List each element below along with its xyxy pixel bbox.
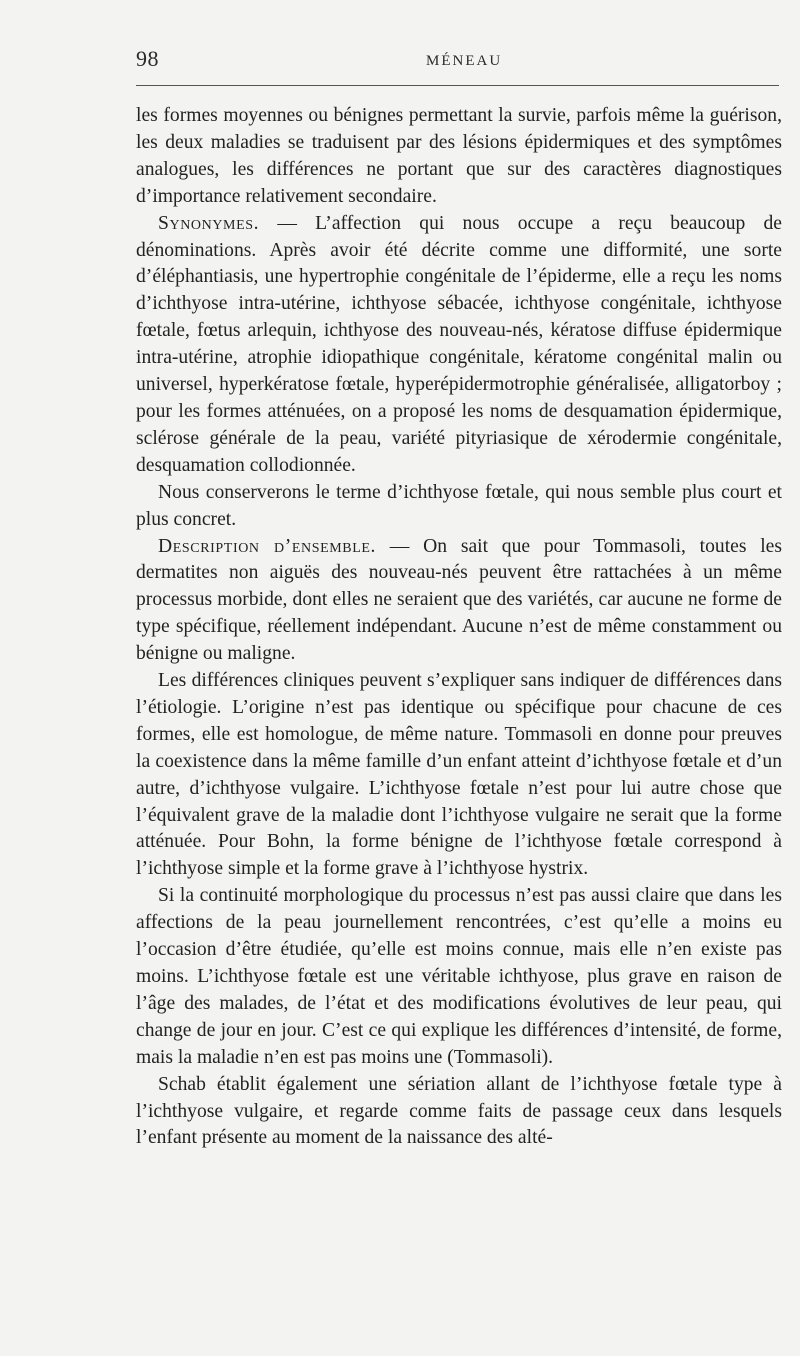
paragraph-synonymes (136, 211, 782, 480)
paragraph-6 (136, 883, 782, 1071)
header-rule (136, 85, 779, 86)
paragraph-text: — L’affection qui nous occupe a reçu beaucoup de dénominations. Après avoir été décrite comme une difformité, une sorte d’éléphantiasis, une hypertrophie congénitale de l’épiderme, elle a reçu les noms d’ichthyose intra-utérine, ichthyose sébacée, ichthyose congénitale, ichthyose fœtale, fœtus arlequin, ichthyose des nouveau-nés, kératose diffuse épidermique intra-utérine, atrophie idiopathique congénitale, kératome congénital malin ou universel, hyperkératose fœtale, hyperépidermotrophie généralisée, alligatorboy ; pour les formes atténuées, on a proposé les noms de desquamation épidermique, sclérose générale de la peau, variété pityriasique de xérodermie congénitale, desquamation collodionnée. (136, 212, 782, 476)
paragraph-text: Si la continuité morphologique du processus n’est pas aussi claire que dans les affections de la peau journellement rencontrées, c’est qu’elle a moins eu l’occasion d’être étudiée, qu’elle est moins connue, mais elle n’en existe pas moins. L’ichthyose fœtale est une véritable ichthyose, plus grave en raison de l’âge des malades, de l’état et des modifications évolutives de leur peau, qui change de jour en jour. C’est ce qui explique les différences d’intensité, de forme, mais la maladie n’en est pas moins une (Tommasoli). (136, 885, 782, 1068)
page-header (134, 46, 779, 76)
paragraph-text: — On sait que pour Tommasoli, toutes les dermatites non aiguës des nouveau-nés peuvent être rattachées à un même processus morbide, dont elles ne seraient que des variétés, car aucune ne forme de type spécifique, réellement indépendant. Aucune n’est de même constamment ou bénigne ou maligne. (136, 535, 783, 665)
page-number: 98 (136, 46, 159, 71)
running-head: MÉNEAU (426, 53, 503, 69)
section-heading-description: Description d’ensemble. (158, 535, 377, 557)
paragraph-1 (136, 103, 782, 211)
paragraph-description (136, 534, 782, 669)
paragraph-text: les formes moyennes ou bénignes permettant la survie, parfois même la guérison, les deux maladies se traduisent par des lésions épidermiques et des symptômes analogues, les différences ne portant que sur des caractères diagnostiques d’importance relativement secondaire. (136, 105, 782, 207)
paragraph-5 (136, 668, 782, 883)
paragraph-7 (136, 1072, 782, 1153)
paragraph-3 (136, 480, 782, 534)
paragraph-text: Schab établit également une sériation allant de l’ichthyose fœtale type à l’ichthyose vulgaire, et regarde comme faits de passage ceux dans lesquels l’enfant présente au moment de la naissance des alté- (136, 1073, 782, 1149)
body-text (136, 103, 782, 1152)
section-heading-synonymes: Synonymes. (158, 212, 260, 234)
paragraph-text: Les différences cliniques peuvent s’expliquer sans indiquer de différences dans l’étiologie. L’origine n’est pas identique ou spécifique pour chacune de ces formes, elle est homologue, de même nature. Tommasoli en donne pour preuves la coexistence dans la même famille d’un enfant atteint d’ichthyose fœtale et d’un autre, d’ichthyose vulgaire. L’ichthyose fœtale n’est pour lui autre chose que l’équivalent grave de la maladie dont l’ichthyose vulgaire ne serait que la forme atténuée. Pour Bohn, la forme bénigne de l’ichthyose fœtale correspond à l’ichthyose simple et la forme grave à l’ichthyose hystrix. (136, 670, 782, 880)
paragraph-text: Nous conserverons le terme d’ichthyose fœtale, qui nous semble plus court et plus concret. (136, 481, 782, 530)
